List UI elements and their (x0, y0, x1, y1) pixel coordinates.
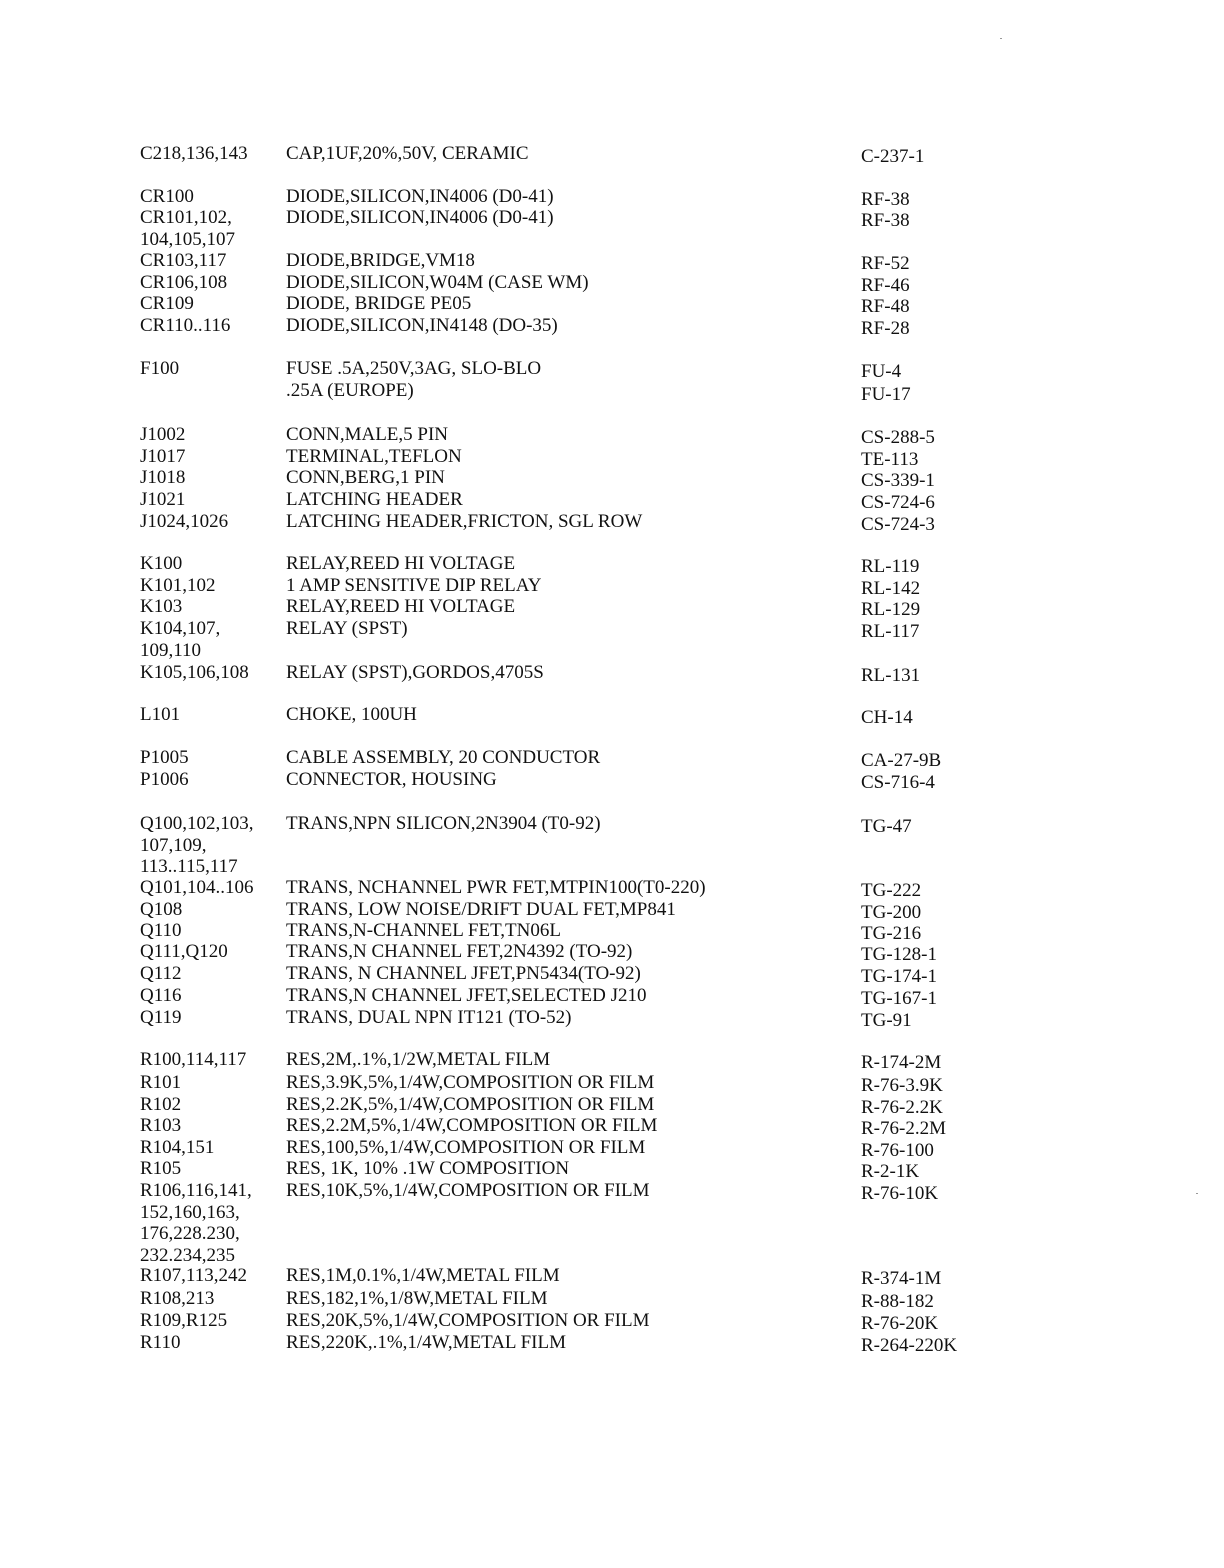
part-number: RL-119 (861, 556, 920, 577)
part-number: RL-142 (861, 578, 921, 599)
part-number: RF-46 (861, 275, 910, 296)
designator: K101,102 (140, 575, 216, 596)
designator: K103 (140, 596, 183, 617)
scan-speck (1000, 38, 1002, 39)
description: RES,20K,5%,1/4W,COMPOSITION OR FILM (286, 1310, 650, 1331)
description: RES,100,5%,1/4W,COMPOSITION OR FILM (286, 1137, 646, 1158)
description: CHOKE, 100UH (286, 704, 417, 725)
description: RELAY (SPST) (286, 618, 408, 639)
designator: J1018 (140, 467, 186, 488)
description: RES,10K,5%,1/4W,COMPOSITION OR FILM (286, 1180, 650, 1201)
description: CONNECTOR, HOUSING (286, 769, 497, 790)
designator: J1024,1026 (140, 511, 229, 532)
designator: K100 (140, 553, 183, 574)
designator: Q101,104..106 (140, 877, 254, 898)
designator: CR103,117 (140, 250, 227, 271)
description: TRANS, NCHANNEL PWR FET,MTPIN100(T0-220) (286, 877, 706, 898)
description: TRANS,N CHANNEL JFET,SELECTED J210 (286, 985, 647, 1006)
designator: CR110..116 (140, 315, 231, 336)
description: CAP,1UF,20%,50V, CERAMIC (286, 143, 529, 164)
designator: J1021 (140, 489, 186, 510)
part-number: TG-200 (861, 902, 922, 923)
description: TRANS, LOW NOISE/DRIFT DUAL FET,MP841 (286, 899, 676, 920)
designator: Q100,102,103, 107,109, 113..115,117 (140, 813, 254, 877)
part-number: R-264-220K (861, 1335, 958, 1356)
description: RES, 1K, 10% .1W COMPOSITION (286, 1158, 570, 1179)
designator: F100 (140, 358, 180, 379)
designator: CR106,108 (140, 272, 228, 293)
description: TRANS,N CHANNEL FET,2N4392 (TO-92) (286, 941, 633, 962)
part-number: C-237-1 (861, 146, 925, 167)
designator: R108,213 (140, 1288, 215, 1309)
description: RES,1M,0.1%,1/4W,METAL FILM (286, 1265, 560, 1286)
scan-speck (1196, 1193, 1198, 1194)
designator: Q119 (140, 1007, 182, 1028)
description: TRANS,N-CHANNEL FET,TN06L (286, 920, 561, 941)
designator: CR109 (140, 293, 194, 314)
description: DIODE,SILICON,IN4148 (DO-35) (286, 315, 558, 336)
part-number: RF-38 (861, 189, 910, 210)
part-number: R-76-2.2K (861, 1097, 943, 1118)
part-number: CA-27-9B (861, 750, 942, 771)
part-number: CS-724-6 (861, 492, 935, 513)
description: RELAY,REED HI VOLTAGE (286, 596, 516, 617)
description: DIODE,SILICON,W04M (CASE WM) (286, 272, 589, 293)
designator: K105,106,108 (140, 662, 249, 683)
part-number: RF-38 (861, 210, 910, 231)
designator: R107,113,242 (140, 1265, 247, 1286)
designator: C218,136,143 (140, 143, 248, 164)
description: TRANS, N CHANNEL JFET,PN5434(TO-92) (286, 963, 641, 984)
part-number: R-2-1K (861, 1161, 920, 1182)
part-number: R-76-20K (861, 1313, 939, 1334)
part-number: TE-113 (861, 449, 919, 470)
description: TRANS, DUAL NPN IT121 (TO-52) (286, 1007, 572, 1028)
part-number: R-88-182 (861, 1291, 934, 1312)
part-number: FU-4 FU-17 (861, 361, 911, 405)
designator: P1005 (140, 747, 189, 768)
designator: R106,116,141, 152,160,163, 176,228.230, 232.234,235 (140, 1180, 252, 1266)
part-number: R-76-2.2M (861, 1118, 946, 1139)
description: RES,220K,.1%,1/4W,METAL FILM (286, 1332, 566, 1353)
designator: R104,151 (140, 1137, 215, 1158)
part-number: TG-128-1 (861, 944, 937, 965)
description: TRANS,NPN SILICON,2N3904 (T0-92) (286, 813, 601, 834)
description: RES,2.2M,5%,1/4W,COMPOSITION OR FILM (286, 1115, 658, 1136)
part-number: RF-52 (861, 253, 910, 274)
designator: R109,R125 (140, 1310, 228, 1331)
part-number: TG-216 (861, 923, 922, 944)
part-number: R-76-3.9K (861, 1075, 943, 1096)
designator: K104,107, 109,110 (140, 618, 221, 661)
description: RES,2.2K,5%,1/4W,COMPOSITION OR FILM (286, 1094, 655, 1115)
description: CONN,MALE,5 PIN (286, 424, 449, 445)
part-number: CS-288-5 (861, 427, 935, 448)
part-number: R-76-10K (861, 1183, 939, 1204)
designator: Q112 (140, 963, 182, 984)
designator: Q116 (140, 985, 182, 1006)
description: CONN,BERG,1 PIN (286, 467, 445, 488)
description: RES,182,1%,1/8W,METAL FILM (286, 1288, 548, 1309)
designator: P1006 (140, 769, 189, 790)
description: RELAY (SPST),GORDOS,4705S (286, 662, 544, 683)
part-number: RL-117 (861, 621, 920, 642)
designator: R102 (140, 1094, 182, 1115)
designator: J1017 (140, 446, 186, 467)
part-number: TG-47 (861, 816, 912, 837)
description: LATCHING HEADER (286, 489, 463, 510)
part-number: CS-339-1 (861, 470, 935, 491)
description: RES,3.9K,5%,1/4W,COMPOSITION OR FILM (286, 1072, 655, 1093)
designator: R103 (140, 1115, 182, 1136)
designator: R105 (140, 1158, 182, 1179)
description: TERMINAL,TEFLON (286, 446, 462, 467)
description: CABLE ASSEMBLY, 20 CONDUCTOR (286, 747, 601, 768)
designator: R100,114,117 (140, 1049, 247, 1070)
designator: L101 (140, 704, 181, 725)
description: DIODE, BRIDGE PE05 (286, 293, 472, 314)
designator: R110 (140, 1332, 181, 1353)
description: RELAY,REED HI VOLTAGE (286, 553, 516, 574)
part-number: CH-14 (861, 707, 913, 728)
description: FUSE .5A,250V,3AG, SLO-BLO .25A (EUROPE) (286, 358, 542, 401)
part-number: RL-129 (861, 599, 921, 620)
part-number: R-374-1M (861, 1268, 942, 1289)
part-number: TG-91 (861, 1010, 912, 1031)
part-number: RL-131 (861, 665, 921, 686)
designator: CR100 (140, 186, 194, 207)
part-number: TG-222 (861, 880, 922, 901)
part-number: CS-716-4 (861, 772, 935, 793)
description: RES,2M,.1%,1/2W,METAL FILM (286, 1049, 551, 1070)
designator: Q111,Q120 (140, 941, 228, 962)
part-number: RF-48 (861, 296, 910, 317)
designator: Q108 (140, 899, 183, 920)
part-number: TG-167-1 (861, 988, 937, 1009)
part-number: R-174-2M (861, 1052, 942, 1073)
description: 1 AMP SENSITIVE DIP RELAY (286, 575, 542, 596)
description: DIODE,SILICON,IN4006 (D0-41) (286, 186, 554, 207)
designator: CR101,102, 104,105,107 (140, 207, 235, 250)
description: DIODE,SILICON,IN4006 (D0-41) (286, 207, 554, 228)
designator: R101 (140, 1072, 182, 1093)
designator: J1002 (140, 424, 186, 445)
designator: Q110 (140, 920, 182, 941)
part-number: TG-174-1 (861, 966, 937, 987)
part-number: R-76-100 (861, 1140, 934, 1161)
description: LATCHING HEADER,FRICTON, SGL ROW (286, 511, 643, 532)
part-number: CS-724-3 (861, 514, 935, 535)
part-number: RF-28 (861, 318, 910, 339)
description: DIODE,BRIDGE,VM18 (286, 250, 475, 271)
